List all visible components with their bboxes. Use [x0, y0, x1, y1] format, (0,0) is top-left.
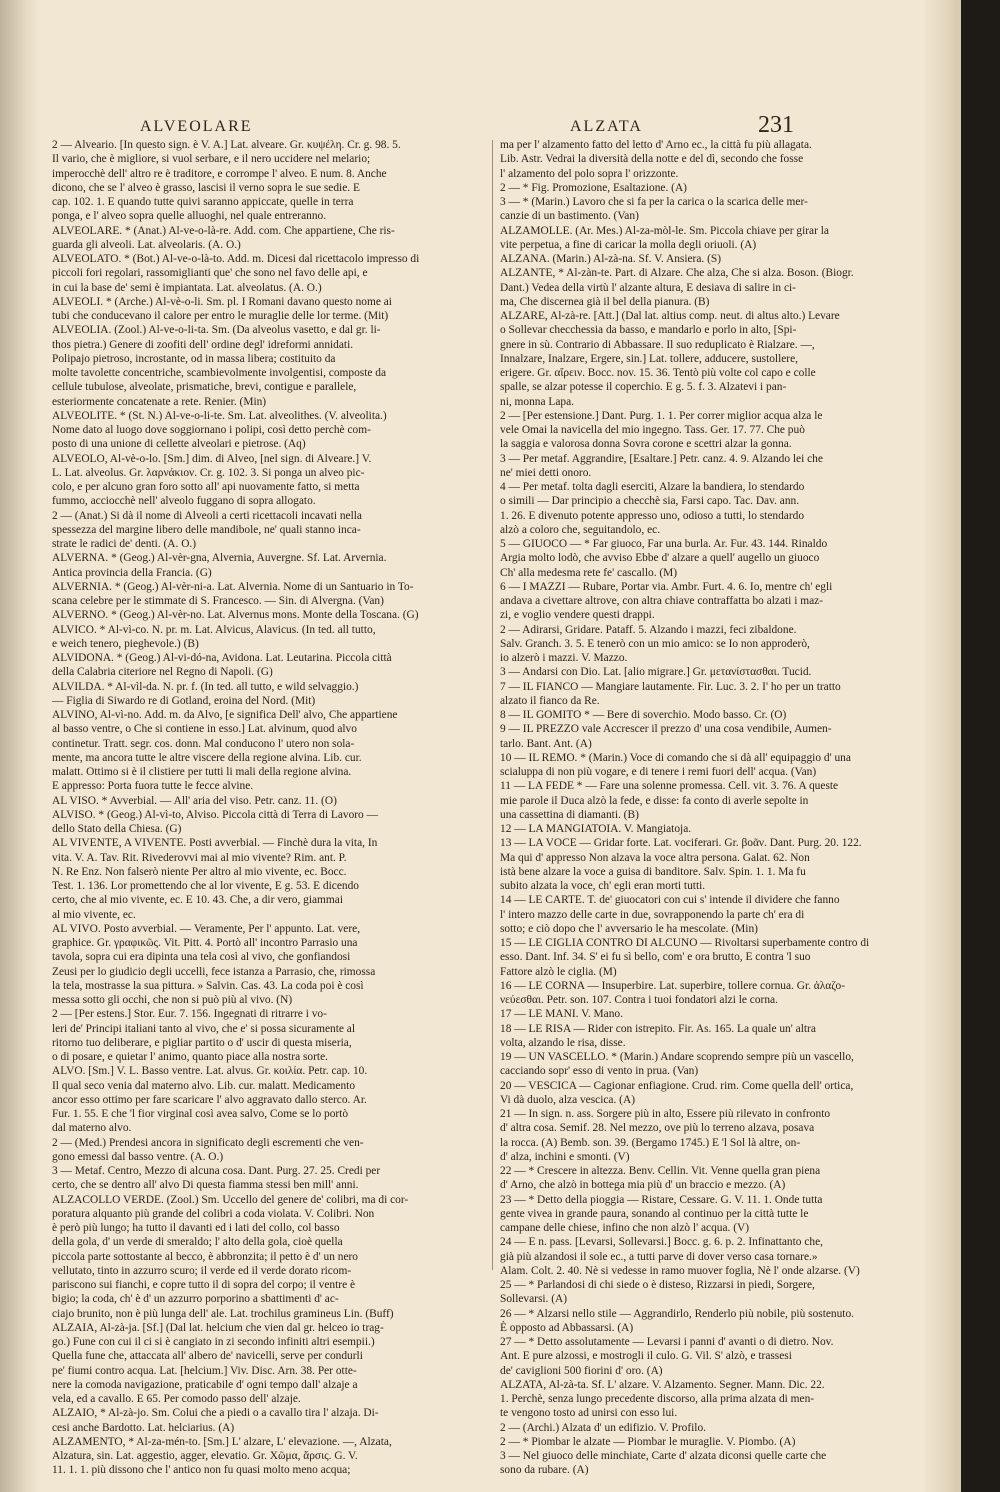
text-line: Lib. Astr. Vedrai la diversità della notte e del dì, secondo che fosse: [500, 153, 804, 166]
text-line: 21 — In sign. n. ass. Sorgere più in alto, Essere più rilevato in confronto: [500, 1108, 831, 1120]
text-line: canzie di un bastimento. (Van): [500, 210, 639, 223]
text-line: 7 — IL FIANCO — Mangiare lautamente. Fir. Luc. 3. 2. I' ho per un tratto: [500, 680, 841, 693]
text-line: 3 — Per metaf. Aggrandire, [Esaltare.] Petr. canz. 4. 9. Alzando lei che: [500, 452, 823, 465]
text-line: sono da rubare. (A): [500, 1464, 589, 1477]
header-right-word: ALZATA: [570, 118, 643, 135]
text-line: gente vivea in grande paura, sonando al continuo per la città tutte le: [500, 1207, 809, 1220]
text-line: ALVERNA. * (Geog.) Al-vèr-gna, Alvernia, Auvergne. Sf. Lat. Arvernia.: [52, 552, 387, 565]
text-line: poratura alquanto più grande del colibri a coda violata. V. Colibri. Non: [52, 1207, 375, 1220]
text-line: colo, e per alcuno gran foro sotto all' api nuovamente fatto, si metta: [52, 481, 360, 493]
text-line: Zeusi per lo giudicio degli uccelli, fece istanza a Parrasio, che, rimossa: [52, 965, 376, 978]
text-line: 8 — IL GOMITO * — Bere di soverchio. Modo basso. Cr. (O): [500, 709, 787, 721]
text-line: ALVICO. * Al-vì-co. N. pr. m. Lat. Alvicus, Alavicus. (In ted. all tutto,: [52, 623, 376, 636]
text-line: già più alzandosi il sole ec., a tutti parve di dover verso casa tornare.»: [500, 1250, 818, 1263]
text-line: 12 — LA MANGIATOIA. V. Mangiatoja.: [500, 823, 692, 835]
text-line: scialuppa di non più vogare, e di tenere i remi fuori dell' acqua. (Van): [500, 766, 817, 778]
text-line: ancor esso ottimo per fare scaricare l' alvo aggravato dallo sterco. Ar.: [52, 1093, 367, 1106]
text-line: È opposto ad Abbassarsi. (A): [500, 1321, 634, 1334]
text-line: N. Re Enz. Non falserò niente Per altro al mio vivente, ec. Bocc.: [52, 865, 347, 878]
text-line: continetur. Tratt. segr. cos. donn. Mal conducono l' utero non sola-: [52, 737, 355, 750]
text-line: messa sotto gli occhi, che non si può più al vivo. (N): [52, 994, 293, 1006]
text-line: Vi dà duolo, alza vescica. (A): [500, 1093, 635, 1106]
text-line: la rocca. (A) Bemb. son. 39. (Bergamo 1745.) E 'l Sol là altre, on-: [500, 1136, 801, 1149]
text-line: cap. 102. 1. E quando tutte quivi saranno appiccate, quelle in terra: [52, 196, 354, 208]
text-line: dello Stato della Chiesa. (G): [52, 823, 182, 835]
text-line: 6 — I MAZZI — Rubare, Portar via. Ambr. Furt. 4. 6. Io, mentre ch' egli: [500, 580, 833, 593]
text-line: leri de' Principi italiani tanto al vivo, che e' si possa sicuramente al: [52, 1022, 356, 1035]
text-line: 9 — IL PREZZO vale Accrescer il prezzo d' una cosa vendibile, Aumen-: [500, 723, 832, 736]
text-line: ritorno tuo deliberare, e pigliar partito o d' uscir di questa miseria,: [52, 1036, 352, 1049]
text-line: vela, ed a cavallo. E 65. Per comodo passo dell' alzaje.: [52, 1393, 301, 1405]
text-line: ma, Che discernea già il bel della pianura. (B): [500, 295, 710, 308]
text-line: mie parole il Duca alzò la fede, e disse: fa conto di averle sepolte in: [500, 794, 809, 807]
text-line: 23 — * Detto della pioggia — Ristare, Cessare. G. V. 11. 1. Onde tutta: [500, 1193, 823, 1206]
text-line: ALVILDA. * Al-vìl-da. N. pr. f. (In ted. all tutto, e wild selvaggio.): [52, 680, 359, 693]
text-line: ALVERNIA. * (Geog.) Al-vèr-ni-a. Lat. Alvernia. Nome di un Santuario in To-: [52, 580, 414, 593]
text-line: al basso ventre, o Che si contiene in esso.] Lat. alvinum, quod alvo: [52, 723, 357, 736]
text-line: Alzatura, sin. Lat. aggestio, agger, elevatio. Gr. Χῶμα, ἄρσις. G. V.: [52, 1450, 358, 1462]
text-line: 14 — LE CARTE. T. de' giuocatori con cui s' intende il dividere che fanno: [500, 894, 840, 907]
text-line: ALZAIO, * Al-zà-jo. Sm. Colui che a piedi o a cavallo tira l' alzaja. Di-: [52, 1407, 379, 1420]
text-line: Antica provincia della Francia. (G): [52, 566, 212, 579]
text-line: d' alza, inchini e smonti. (V): [500, 1150, 630, 1163]
text-line: ALZACOLLO VERDE. (Zool.) Sm. Uccello del genere de' colibri, ma di cor-: [52, 1193, 409, 1206]
text-line: ponga, e l' alveo sopra quelle alluoghi, nel quale entreranno.: [52, 210, 327, 223]
text-line: volta, alzando le risa, disse.: [500, 1036, 626, 1049]
text-line: 18 — LE RISA — Rider con istrepito. Fir. As. 165. La quale un' altra: [500, 1022, 816, 1035]
text-line: 2 — (Archi.) Alzata d' un edifizio. V. Profilo.: [500, 1421, 706, 1434]
text-line: 20 — VESCICA — Cagionar enfiagione. Crud. rim. Come quella dell' ortica,: [500, 1079, 854, 1092]
page-gutter: [0, 0, 40, 1492]
text-line: la saggia e valorosa donna Sovra corone e scettri alzar la gonna.: [500, 438, 792, 451]
text-line: 11. 1. 1. più dissono che l' antico non fu quasi molto meno acqua;: [52, 1464, 351, 1477]
text-line: certo, che se dentro all' alvo Di questa fiamma stessi ben mill' anni.: [52, 1179, 359, 1192]
header-left-word: ALVEOLARE: [140, 118, 253, 135]
text-line: d' Arno, che alzò in bottega mia più d' un braccio e mezzo. (A): [500, 1179, 786, 1192]
text-line: andava a civettare altrove, con altra chiave contraffatta bo alzati i maz-: [500, 595, 823, 607]
text-line: ALVEOLARE. * (Anat.) Al-ve-o-là-re. Add. com. Che appartiene, Che ris-: [52, 224, 395, 237]
text-line: e weich tenero, pieghevole.) (B): [52, 637, 199, 650]
text-line: graphice. Gr. γραφικῶς. Vit. Pitt. 4. Portò all' incontro Parrasio una: [52, 937, 358, 949]
text-line: la tela, mostrasse la sua pittura. » Salvin. Cas. 43. La coda poi è così: [52, 979, 364, 992]
text-line: pe' fiumi contro acqua. Lat. [helcium.] Viv. Disc. Arn. 38. Per otte-: [52, 1364, 357, 1377]
text-line: 22 — * Crescere in altezza. Benv. Cellin. Vit. Venne quella gran piena: [500, 1165, 821, 1177]
text-line: Innalzare, Inalzare, Ergere, sin.] Lat. tollere, adducere, sustollere,: [500, 352, 799, 365]
text-line: 25 — * Parlandosi di chi siede o è disteso, Rizzarsi in piedi, Sorgere,: [500, 1279, 815, 1291]
text-line: ALVEOLIA. (Zool.) Al-ve-o-li-ta. Sm. (Da alveolus vasetto, e dal gr. li-: [52, 324, 381, 337]
text-line: Salv. Granch. 3. 5. E tenerò con un mio amico: se Io non approderò,: [500, 637, 810, 650]
text-line: ALVEOLITE. * (St. N.) Al-ve-o-li-te. Sm. Lat. alveolithes. (V. alveolita.): [52, 409, 387, 422]
text-line: Fur. 1. 55. E che 'l fior virginal così avea salvo, Come se lo portò: [52, 1108, 349, 1120]
text-line: 2 — [Per estensione.] Dant. Purg. 1. 1. Per correr miglior acqua alza le: [500, 409, 823, 422]
text-line: 1. 26. E divenuto potente appresso uno, odioso a tutti, lo stendardo: [500, 509, 805, 522]
text-line: dicono, che se l' alveo è grasso, lascisi il verno sopra le sue sedie. E: [52, 181, 360, 194]
text-line: d' altra cosa. Semif. 28. Nel mezzo, ove più lo terreno alzava, posava: [500, 1122, 815, 1135]
text-line: 15 — LE CIGLIA CONTRO DI ALCUNO — Rivoltarsi superbamente contro di: [500, 937, 870, 949]
text-line: 3 — Nel giuoco delle minchiate, Carte d' alzata diconsi quelle carte che: [500, 1450, 827, 1462]
text-line: bigio; la coda, ch' è d' un azzurro porporino a sbattimenti d' ac-: [52, 1293, 339, 1306]
text-line: 2 — (Med.) Prendesi ancora in significato degli escrementi che ven-: [52, 1136, 364, 1149]
text-line: ne' miei detti onoro.: [500, 466, 592, 479]
text-line: sotto; e ciò dopo che l' avversario le ha mescolate. (Min): [500, 922, 758, 935]
text-line: 4 — Per metaf. tolta dagli eserciti, Alzare la bandiera, lo stendardo: [500, 481, 805, 493]
text-line: 2 — Alveario. [In questo sign. è V. A.] Lat. alveare. Gr. κυψέλη. Cr. g. 98. 5.: [52, 139, 401, 151]
text-line: Quella fune che, attaccata all' albero de' navicelli, serve per condurli: [52, 1350, 363, 1363]
text-line: piccoli fori regolari, rassomiglianti que' che sono nel favo delle api, e: [52, 267, 368, 280]
text-line: ALZANA. (Marin.) Al-zà-na. Sf. V. Ansiera. (S): [500, 253, 722, 265]
text-line: o di posare, e quietar l' animo, quanto piace alla nostra sorte.: [52, 1051, 328, 1063]
text-line: ALZAMOLLE. (Ar. Mes.) Al-za-mòl-le. Sm. Piccola chiave per girar la: [500, 224, 829, 237]
text-line: io alzerò i mazzi. V. Mazzo.: [500, 652, 628, 664]
text-line: 3 — Andarsi con Dio. Lat. [alio migrare.] Gr. μετανίστασθαι. Tucid.: [500, 666, 812, 679]
text-line: Sollevarsi. (A): [500, 1293, 568, 1306]
text-line: della Calabria citeriore nel Regno di Napoli. (G): [52, 666, 273, 679]
text-line: Fattore alzò le ciglia. (M): [500, 965, 617, 978]
text-line: Polipajo pietroso, incrostante, od in massa libera; costituito da: [52, 352, 336, 365]
text-line: istà bene alzare la voce a guisa di banditore. Salv. Spin. 1. 1. Ma fu: [500, 865, 806, 878]
text-line: piccola parte sottostante al becco, è abbronzita; il petto è d' un nero: [52, 1250, 359, 1263]
text-line: 2 — [Per estens.] Stor. Eur. 7. 156. Ingegnati di ritrarre i vo-: [52, 1008, 327, 1021]
text-line: cellule tubulose, alveolate, prismatiche, brevi, contigue e parallele,: [52, 381, 357, 394]
text-line: ALVEOLO, Al-vè-o-lo. [Sm.] dim. di Alveo, [nel sign. di Alveare.] V.: [52, 452, 372, 465]
text-line: ALVERNO. * (Geog.) Al-vèr-no. Lat. Alvernus mons. Monte della Toscana. (G): [52, 609, 419, 622]
text-line: vele Omai la navicella del mio ingegno. Tass. Ger. 17. 77. Che può: [500, 424, 805, 436]
text-line: 11 — LA FEDE * — Fare una solenne promessa. Cell. vit. 3. 76. A queste: [500, 780, 839, 793]
text-line: 19 — UN VASCELLO. * (Marin.) Andare scoprendo sempre più un vascello,: [500, 1051, 854, 1063]
text-line: dal materno alvo.: [52, 1122, 132, 1135]
text-line: vite perpetua, a fine di caricar la molla degli oriuoli. (A): [500, 238, 757, 251]
text-line: esteriormente concatenate a rete. Renier. (Min): [52, 395, 267, 408]
text-line: vellutato, tinto in azzurro scuro; il verde ed il verde dorato ricom-: [52, 1264, 352, 1277]
text-line: AL VIVO. Posto avverbial. — Veramente, Per l' appunto. Lat. vere,: [52, 922, 361, 935]
text-line: è però più lungo; ha tutto il davanti ed i lati del collo, col basso: [52, 1222, 340, 1234]
text-line: E appresso: Porta fuora tutte le fecce alvine.: [52, 780, 254, 793]
text-line: de' caviglioni 500 fiorini d' oro. (A): [500, 1364, 663, 1377]
text-line: 17 — LE MANI. V. Mano.: [500, 1008, 623, 1021]
text-line: 2 — * Fig. Promozione, Esaltazione. (A): [500, 181, 687, 194]
text-line: posto di una unione di cellette alveolari e pietrose. (Aq): [52, 438, 306, 451]
text-line: l' intero mazzo delle carte in due, sovrapponendo la parte ch' era di: [500, 908, 805, 921]
text-line: Ant. E pure alzossi, e mostrogli il culo. G. Vil. S' alzò, e trassesi: [500, 1350, 792, 1363]
text-line: una cassettina di diamanti. (B): [500, 808, 639, 821]
left-column: [52, 138, 482, 1478]
text-line: ALVEOLI. * (Arche.) Al-vè-o-li. Sm. pl. I Romani davano questo nome ai: [52, 295, 392, 308]
text-line: della gola, d' un verde di smeraldo; l' alto della gola, cioè quella: [52, 1236, 343, 1249]
text-line: in cui la base de' semi è impiantata. Lat. alveolatus. (A. O.): [52, 281, 322, 294]
text-line: alzò a coloro che, seguitandolo, ec.: [500, 523, 661, 536]
text-line: νεύεσθαι. Petr. son. 107. Contra i tuoi fondatori alzi le corna.: [500, 994, 778, 1006]
text-line: 26 — * Alzarsi nello stile — Aggrandirlo, Renderlo più nobile, più sostenuto.: [500, 1307, 855, 1320]
text-line: strate le radici de' denti. (A. O.): [52, 538, 197, 550]
text-line: tubi che conducevano il calore per entro le muraglie delle lor terme. (Mit): [52, 310, 389, 322]
text-line: Il qual seco venia dal materno alvo. Lib. cur. malatt. Medicamento: [52, 1079, 356, 1092]
text-line: guarda gli alveoli. Lat. alveolaris. (A. O.): [52, 238, 241, 251]
text-line: molte tavolette concentriche, scambievolmente involgentisi, composte da: [52, 367, 387, 379]
text-line: Alam. Colt. 2. 40. Nè si vedesse in ramo muover foglia, Nè l' onde alzarse. (V): [500, 1264, 860, 1277]
text-line: nere la comoda navigazione, praticabile d' ogni tempo dall' alzaje a: [52, 1378, 358, 1391]
text-line: certo, che al mio vivente, ec. E 10. 43. Che, a dir vero, giammai: [52, 894, 343, 907]
text-line: 2 — * Piombar le alzate — Piombar le muraglie. V. Piombo. (A): [500, 1435, 796, 1448]
text-line: 27 — * Detto assolutamente — Levarsi i panni d' avanti o di dietro. Nov.: [500, 1336, 834, 1348]
text-line: 13 — LA VOCE — Gridar forte. Lat. vociferari. Gr. βοᾶν. Dant. Purg. 20. 122.: [500, 837, 862, 850]
text-line: Ma qui d' appresso Non alzava la voce altra persona. Galat. 62. Non: [500, 851, 810, 864]
text-line: 10 — IL REMO. * (Marin.) Voce di comando che si dà all' equipaggio d' una: [500, 751, 851, 764]
text-line: gnere in sù. Contrario di Abbassare. Il suo reduplicato è Rialzare. —,: [500, 338, 815, 351]
text-line: gono emessi dal basso ventre. (A. O.): [52, 1150, 224, 1163]
text-line: al mio vivente, ec.: [52, 908, 136, 921]
text-line: ciajo brunito, non è più lunga dell' ale. Lat. trochilus gramineus Lin. (Buff): [52, 1307, 394, 1320]
text-line: go.) Fune con cui il ci si è cangiato in zi secondo infiniti altri esempii.): [52, 1336, 375, 1348]
text-line: ALZAMENTO, * Al-za-mén-to. [Sm.] L' alzare, L' elevazione. —, Alzata,: [52, 1435, 392, 1448]
text-line: ALVIDONA. * (Geog.) Al-vi-dó-na, Avidona. Lat. Leutarina. Piccola città: [52, 652, 392, 664]
page-edge: [924, 0, 958, 1492]
text-line: ALVISO. * (Geog.) Al-vì-to, Alviso. Piccola città di Terra di Lavoro —: [52, 808, 378, 821]
text-line: ALZANTE, * Al-zàn-te. Part. di Alzare. Che alza, Che si alza. Boson. (Biogr.: [500, 267, 854, 280]
text-line: 1. Perchè, senza lungo precedente discorso, alla prima alzata di men-: [500, 1393, 815, 1405]
text-line: thos pietra.) Genere di zoofiti dell' ordine degl' idreformi annidati.: [52, 338, 354, 351]
text-line: o simili — Dar principio a checchè sia, Farsi capo. Tac. Dav. ann.: [500, 495, 800, 508]
text-line: erigere. Gr. αἴρειν. Bocc. nov. 15. 36. Tentò più volte col capo e colle: [500, 367, 816, 379]
column-divider: [492, 140, 493, 1270]
text-line: mente, ma ancora tutte le altre viscere della regione alvina. Lib. cur.: [52, 751, 362, 764]
text-line: Dant.) Vedea della virtù l' alzante altura, E desiava di salire in ci-: [500, 281, 796, 294]
text-line: te vengono tosto ad unirsi con esso lui.: [500, 1407, 678, 1420]
text-line: AL VISO. * Avverbial. — All' aria del viso. Petr. canz. 11. (O): [52, 794, 337, 807]
text-line: tarlo. Bant. Ant. (A): [500, 737, 592, 750]
text-line: Argia molto lodò, che avviso Ebbe d' alzare a quell' augello un giuoco: [500, 552, 820, 565]
text-line: 5 — GIUOCO — * Far giuoco, Far una burla. Ar. Fur. 43. 144. Rinaldo: [500, 538, 828, 550]
text-line: ALZAIA, Al-zà-ja. [Sf.] (Dal lat. helcium che vien dal gr. helceo io trag-: [52, 1321, 384, 1334]
text-line: ALZARE, Al-zà-re. [Att.] (Dal lat. altius comp. neut. di altus alto.) Levare: [500, 310, 840, 322]
text-line: Nome dato al luogo dove soggiornano i polipi, così detto perchè com-: [52, 424, 371, 436]
text-line: o Sollevar checchessia da basso, e mandarlo e porlo in alto, [Spi-: [500, 324, 797, 337]
text-line: fummo, acciocchè nell' alveolo fuggano di sopra allogato.: [52, 495, 316, 508]
text-line: 16 — LE CORNA — Insuperbire. Lat. superbire, tollere cornua. Gr. ἀλαζο-: [500, 979, 846, 992]
text-line: L. Lat. alveolus. Gr. λαρνάκιον. Cr. g. 102. 3. Si ponga un alveo pic-: [52, 466, 365, 479]
text-line: Test. 1. 136. Lor promettendo che al lor vivente, E g. 53. E dicendo: [52, 880, 359, 892]
text-line: 3 — Metaf. Centro, Mezzo di alcuna cosa. Dant. Purg. 27. 25. Credi per: [52, 1165, 381, 1177]
text-line: subito alzata la voce, ch' egli eran morti tutti.: [500, 880, 706, 892]
text-line: pariscono sui fianchi, e copre tutto il di sopra del corpo; il ventre è: [52, 1279, 356, 1291]
text-line: Il vario, che è migliore, si vuol serbare, e il nero uccidere nel melario;: [52, 153, 371, 166]
text-line: 2 — Adirarsi, Gridare. Pataff. 5. Alzando i mazzi, feci zibaldone.: [500, 623, 797, 636]
text-line: ALVINO, Al-vì-no. Add. m. da Alvo, [e significa Dell' alvo, Che appartiene: [52, 709, 398, 721]
text-line: AL VIVENTE, A VIVENTE. Posti avverbial. — Finchè dura la vita, In: [52, 837, 378, 850]
text-line: tavola, sopra cui era dipinta una tela così al vivo, che gonfiandosi: [52, 951, 351, 964]
text-line: campane delle chiese, infino che non alzò l' acqua. (V): [500, 1222, 750, 1234]
text-line: zi, e voglio vendere questi drappi.: [500, 609, 655, 622]
text-line: scana celebre per le stimmate di S. Francesco. — Sin. di Alvergna. (Van): [52, 595, 384, 607]
text-line: — Figlia di Siwardo re di Gotland, eroina del Nord. (Mit): [52, 694, 316, 707]
text-line: ALVEOLATO. * (Bot.) Al-ve-o-là-to. Add. m. Dicesi dal ricettacolo impresso di: [52, 253, 420, 265]
text-line: ni, monna Lapa.: [500, 395, 575, 408]
text-line: ma per l' alzamento fatto del letto d' Arno ec., la città fu più allagata.: [500, 139, 812, 151]
text-line: 3 — * (Marin.) Lavoro che si fa per la carica o la scarica delle mer-: [500, 196, 808, 208]
text-line: cesi anche Bardotto. Lat. helciarius. (A): [52, 1421, 235, 1434]
text-line: spalle, se alzar potesse il coperchio. E g. 5. f. 3. Alzatevi i pan-: [500, 381, 787, 394]
page-number: 231: [758, 112, 794, 138]
text-line: ALZATA, Al-zà-ta. Sf. L' alzare. V. Alzamento. Segner. Mann. Dic. 22.: [500, 1378, 825, 1391]
text-line: vita. V. A. Tav. Rit. Rivederovvi mai al mio vivente? Rim. ant. P.: [52, 851, 347, 864]
text-line: spessezza del margine libero delle mandibole, ne' quali stanno inca-: [52, 523, 361, 536]
text-line: cacciando sopr' esso di vento in prua. (Van): [500, 1065, 699, 1078]
text-line: ALVO. [Sm.] V. L. Basso ventre. Lat. alvus. Gr. κοιλία. Petr. cap. 10.: [52, 1065, 368, 1078]
text-line: imperocchè dell' altro re è traditore, e corrompe l' alveo. E num. 8. Anche: [52, 167, 387, 180]
text-line: Ch' alla medesma rete fe' cascallo. (M): [500, 566, 678, 579]
right-column: [500, 138, 915, 1478]
text-line: l' alzamento del polo sopra l' orizzonte.: [500, 167, 679, 180]
text-line: alzato il fianco da Re.: [500, 694, 600, 707]
text-line: 2 — (Anat.) Si dà il nome di Alveoli a certi ricettacoli incavati nella: [52, 509, 362, 522]
text-line: 24 — E n. pass. [Levarsi, Sollevarsi.] Bocc. g. 6. p. 2. Infinattanto che,: [500, 1236, 823, 1249]
text-line: malatt. Ottimo si è il clistiere per tutti li mali della regione alvina.: [52, 766, 352, 778]
text-line: esso. Dant. Inf. 34. S' ei fu sì bello, com' e ora brutto, E contra 'l suo: [500, 951, 811, 964]
